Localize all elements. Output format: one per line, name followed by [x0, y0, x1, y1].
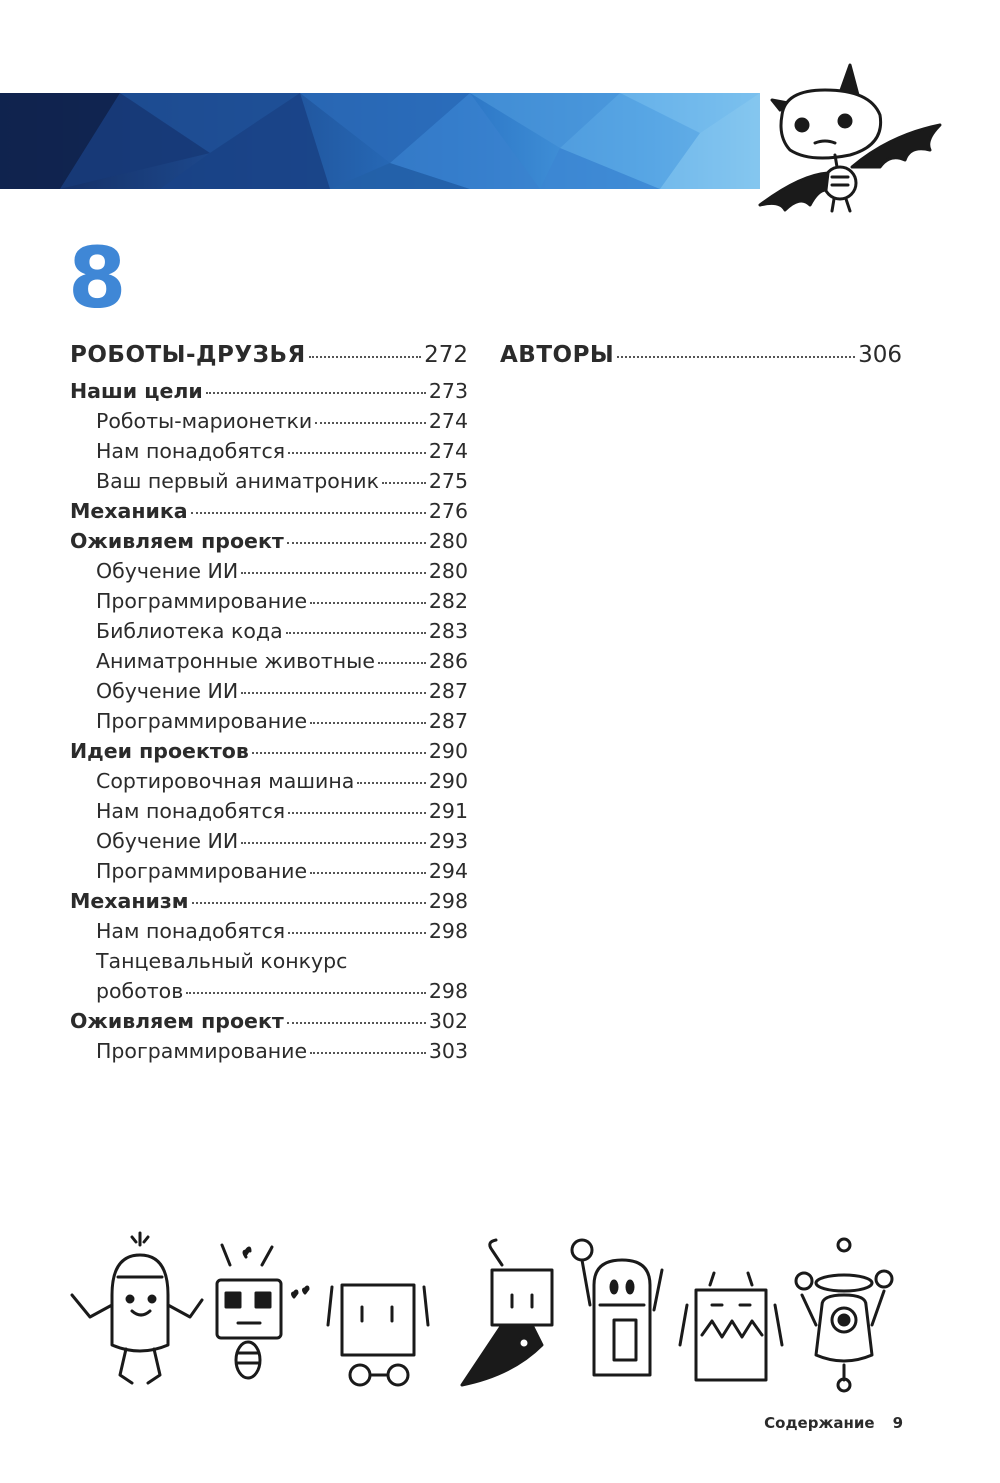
- toc-entry[interactable]: [70, 436, 468, 466]
- toc-entry[interactable]: [70, 976, 468, 1006]
- toc-entry-page: 298: [428, 979, 468, 1003]
- toc-entry[interactable]: [70, 856, 468, 886]
- toc-entry-page: 286: [428, 649, 468, 673]
- toc-entry[interactable]: [70, 766, 468, 796]
- toc-leader-dots: [287, 541, 426, 544]
- toc-leader-dots: [288, 451, 426, 454]
- toc-leader-dots: [382, 481, 426, 484]
- toc-entry-title: Сортировочная машина: [96, 769, 355, 793]
- footer-section: Содержание: [764, 1414, 875, 1432]
- toc-entry-title: Программирование: [96, 709, 308, 733]
- toc-entry[interactable]: [70, 826, 468, 856]
- toc-entry-page: 274: [428, 409, 468, 433]
- toc-leader-dots: [310, 1051, 426, 1054]
- toc-entry-title: Программирование: [96, 1039, 308, 1063]
- toc-leader-dots: [310, 601, 426, 604]
- toc-entry-page: 282: [428, 589, 468, 613]
- toc-entry-title: Механика: [70, 499, 188, 523]
- toc-entry-page: 293: [428, 829, 468, 853]
- robot-1-icon: [72, 1233, 202, 1383]
- toc-entry[interactable]: [70, 706, 468, 736]
- toc-entry-title: АВТОРЫ: [500, 342, 615, 368]
- toc-entry-title: Аниматронные животные: [96, 649, 375, 673]
- toc-entry[interactable]: [70, 466, 468, 496]
- toc-leader-dots: [309, 355, 421, 358]
- toc-entry-page: 287: [428, 679, 468, 703]
- toc-entry-title: Нам понадобятся: [96, 439, 286, 463]
- header-banner: [0, 93, 760, 189]
- toc-leader-dots: [378, 661, 426, 664]
- toc-leader-dots: [310, 721, 426, 724]
- toc-entry[interactable]: [70, 916, 468, 946]
- toc-entry-title: Обучение ИИ: [96, 679, 239, 703]
- toc-entry[interactable]: [70, 586, 468, 616]
- toc-entry-title: РОБОТЫ-ДРУЗЬЯ: [70, 342, 306, 368]
- toc-entry-title: Библиотека кода: [96, 619, 283, 643]
- toc-entry-title: Ваш первый аниматроник: [96, 469, 379, 493]
- toc-leader-dots: [191, 511, 426, 514]
- toc-entry[interactable]: [70, 406, 468, 436]
- toc-entry-title-line: Танцевальный конкурс: [96, 949, 348, 973]
- toc-entry-title: Программирование: [96, 589, 308, 613]
- toc-entry[interactable]: [70, 496, 468, 526]
- toc-entry-title: Механизм: [70, 889, 189, 913]
- toc-entry[interactable]: [70, 526, 468, 556]
- toc-entry-title: Наши цели: [70, 379, 203, 403]
- toc-entry[interactable]: [70, 1036, 468, 1066]
- toc-entry-page: 303: [428, 1039, 468, 1063]
- toc-entry[interactable]: [70, 556, 468, 586]
- robot-4-icon: [462, 1240, 552, 1385]
- toc-leader-dots: [186, 991, 426, 994]
- toc-leader-dots: [287, 1021, 426, 1024]
- toc-leader-dots: [241, 841, 426, 844]
- toc-entry-title: Обучение ИИ: [96, 559, 239, 583]
- toc-leader-dots: [192, 901, 426, 904]
- toc-entry-page: 274: [428, 439, 468, 463]
- toc-leader-dots: [288, 931, 426, 934]
- toc-entry-page: 291: [428, 799, 468, 823]
- toc-entry[interactable]: [70, 338, 468, 372]
- toc-entry-title: Обучение ИИ: [96, 829, 239, 853]
- toc-entry-page: 280: [428, 559, 468, 583]
- toc-leader-dots: [241, 691, 426, 694]
- toc-entry-title: роботов: [96, 979, 184, 1003]
- toc-leader-dots: [241, 571, 426, 574]
- toc-entry[interactable]: [70, 616, 468, 646]
- toc-entry[interactable]: [70, 736, 468, 766]
- toc-entry-page: 298: [428, 889, 468, 913]
- toc-leader-dots: [315, 421, 426, 424]
- toc-entry-title: Нам понадобятся: [96, 799, 286, 823]
- toc-leader-dots: [206, 391, 426, 394]
- robot-7-icon: [796, 1239, 892, 1391]
- toc-entry-page: 306: [858, 342, 902, 368]
- toc-entry-page: 273: [428, 379, 468, 403]
- toc-entry-page: 280: [428, 529, 468, 553]
- toc-entry-page: 275: [428, 469, 468, 493]
- bat-robot-icon: [740, 55, 960, 220]
- robot-3-icon: [328, 1285, 428, 1385]
- toc-entry-page: 302: [428, 1009, 468, 1033]
- toc-leader-dots: [310, 871, 426, 874]
- toc-leader-dots: [357, 781, 426, 784]
- toc-entry-title: Программирование: [96, 859, 308, 883]
- toc-entry-page: 298: [428, 919, 468, 943]
- toc-entry-page: 290: [428, 739, 468, 763]
- toc-leader-dots: [252, 751, 426, 754]
- toc-entry-page: 287: [428, 709, 468, 733]
- toc-left-column: [70, 338, 468, 1066]
- toc-entry-title: Роботы-марионетки: [96, 409, 313, 433]
- toc-entry-page: 290: [428, 769, 468, 793]
- toc-entry-page: 294: [428, 859, 468, 883]
- footer-page-number: 9: [892, 1414, 903, 1432]
- robot-6-icon: [680, 1273, 782, 1380]
- robot-5-icon: [572, 1240, 662, 1375]
- toc-right-column: [500, 338, 902, 376]
- toc-entry[interactable]: [70, 376, 468, 406]
- page-footer: [764, 1414, 903, 1432]
- toc-entry[interactable]: [70, 886, 468, 916]
- toc-entry[interactable]: [500, 338, 902, 372]
- toc-entry-title: Оживляем проект: [70, 529, 284, 553]
- toc-entry[interactable]: [70, 676, 468, 706]
- banner-polygons: [0, 93, 760, 189]
- toc-entry[interactable]: [70, 796, 468, 826]
- toc-entry[interactable]: [70, 646, 468, 676]
- chapter-number: 8: [68, 229, 125, 327]
- toc-entry-page: 272: [424, 342, 468, 368]
- toc-entry-title: Нам понадобятся: [96, 919, 286, 943]
- toc-entry-title: Оживляем проект: [70, 1009, 284, 1033]
- toc-entry[interactable]: [70, 1006, 468, 1036]
- toc-leader-dots: [286, 631, 426, 634]
- doodle-robots-row: [62, 1225, 922, 1400]
- toc-leader-dots: [617, 355, 855, 358]
- toc-entry-page: 283: [428, 619, 468, 643]
- toc-entry-page: 276: [428, 499, 468, 523]
- robot-2-icon: [217, 1245, 308, 1378]
- toc-leader-dots: [288, 811, 426, 814]
- toc-entry-title: Идеи проектов: [70, 739, 249, 763]
